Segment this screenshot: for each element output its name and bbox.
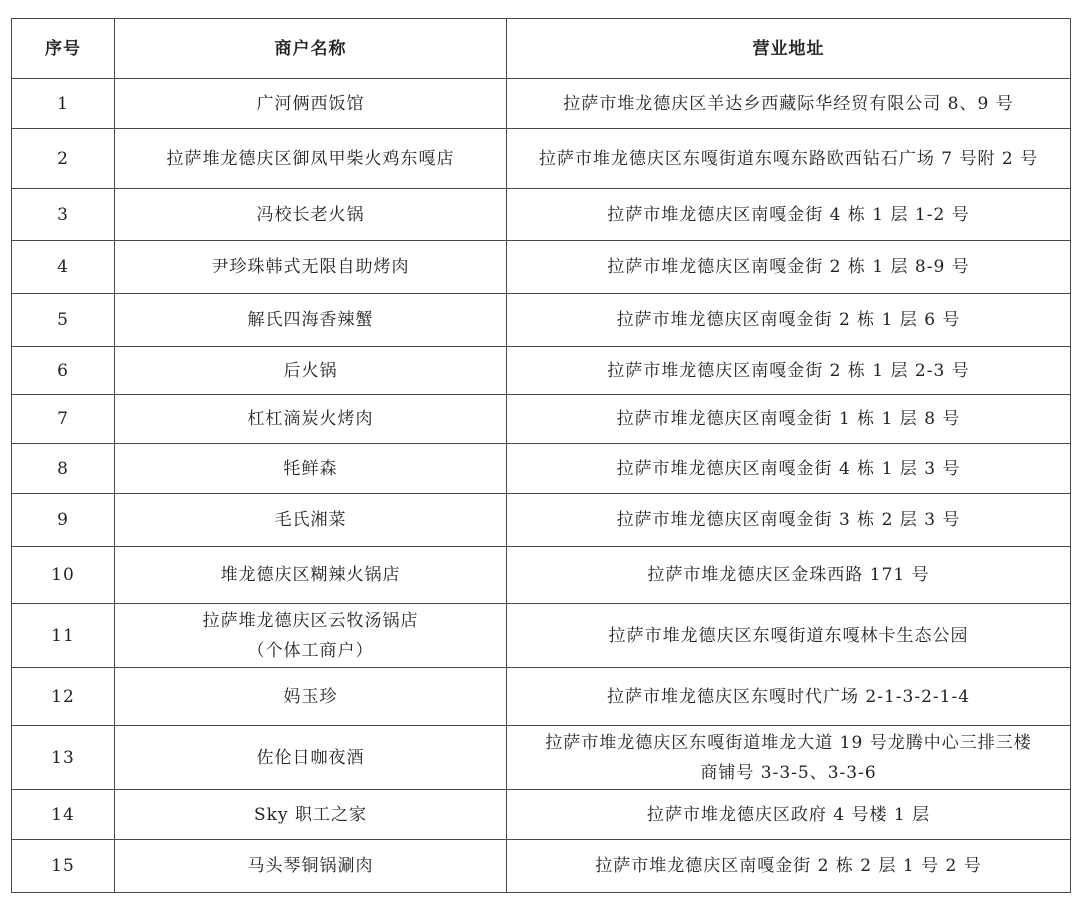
merchant-table — [11, 18, 1071, 893]
table-row — [12, 189, 1071, 241]
row-address: 拉萨市堆龙德庆区南嘎金街 4 栋 1 层 1-2 号 — [507, 189, 1071, 241]
row-no: 3 — [12, 189, 115, 241]
row-no: 6 — [12, 347, 115, 395]
row-no: 8 — [12, 444, 115, 494]
row-no: 2 — [12, 129, 115, 189]
table-row — [12, 294, 1071, 347]
table-header — [12, 19, 1071, 79]
row-address: 拉萨市堆龙德庆区南嘎金街 3 栋 2 层 3 号 — [507, 494, 1071, 547]
row-name: 拉萨堆龙德庆区御凤甲柴火鸡东嘎店 — [115, 129, 507, 189]
row-name: 马头琴铜锅涮肉 — [115, 840, 507, 893]
row-name: 妈玉珍 — [115, 668, 507, 726]
row-address: 拉萨市堆龙德庆区羊达乡西藏际华经贸有限公司 8、9 号 — [507, 79, 1071, 129]
row-name: 解氏四海香辣蟹 — [115, 294, 507, 347]
row-name: 尹珍珠韩式无限自助烤肉 — [115, 241, 507, 294]
row-no: 5 — [12, 294, 115, 347]
row-address: 拉萨市堆龙德庆区东嘎街道东嘎林卡生态公园 — [507, 604, 1071, 668]
table-row — [12, 547, 1071, 604]
table-row — [12, 241, 1071, 294]
table-row — [12, 129, 1071, 189]
table-row — [12, 494, 1071, 547]
header-address: 营业地址 — [507, 19, 1071, 79]
table-body — [12, 79, 1071, 893]
row-name: 冯校长老火锅 — [115, 189, 507, 241]
row-no: 12 — [12, 668, 115, 726]
table-row — [12, 444, 1071, 494]
row-address: 拉萨市堆龙德庆区南嘎金街 2 栋 2 层 1 号 2 号 — [507, 840, 1071, 893]
table-row — [12, 395, 1071, 444]
row-name: 拉萨堆龙德庆区云牧汤锅店 （个体工商户） — [115, 604, 507, 668]
row-no: 1 — [12, 79, 115, 129]
row-address: 拉萨市堆龙德庆区东嘎街道堆龙大道 19 号龙腾中心三排三楼 商铺号 3-3-5、3-3-6 — [507, 726, 1071, 790]
row-name: 毛氏湘菜 — [115, 494, 507, 547]
row-address: 拉萨市堆龙德庆区政府 4 号楼 1 层 — [507, 790, 1071, 840]
row-name: 堆龙德庆区糊辣火锅店 — [115, 547, 507, 604]
row-address: 拉萨市堆龙德庆区东嘎时代广场 2-1-3-2-1-4 — [507, 668, 1071, 726]
row-no: 7 — [12, 395, 115, 444]
row-address: 拉萨市堆龙德庆区东嘎街道东嘎东路欧西钻石广场 7 号附 2 号 — [507, 129, 1071, 189]
row-address: 拉萨市堆龙德庆区南嘎金街 4 栋 1 层 3 号 — [507, 444, 1071, 494]
table-row — [12, 790, 1071, 840]
row-no: 11 — [12, 604, 115, 668]
table-row — [12, 79, 1071, 129]
row-no: 15 — [12, 840, 115, 893]
row-name: 牦鲜森 — [115, 444, 507, 494]
table-row — [12, 726, 1071, 790]
row-address: 拉萨市堆龙德庆区南嘎金街 1 栋 1 层 8 号 — [507, 395, 1071, 444]
row-no: 14 — [12, 790, 115, 840]
row-no: 4 — [12, 241, 115, 294]
table-row — [12, 668, 1071, 726]
row-name: 广河俩西饭馆 — [115, 79, 507, 129]
row-address: 拉萨市堆龙德庆区南嘎金街 2 栋 1 层 8-9 号 — [507, 241, 1071, 294]
row-name: Sky 职工之家 — [115, 790, 507, 840]
row-name: 佐伦日咖夜酒 — [115, 726, 507, 790]
row-address: 拉萨市堆龙德庆区金珠西路 171 号 — [507, 547, 1071, 604]
header-name: 商户名称 — [115, 19, 507, 79]
row-address: 拉萨市堆龙德庆区南嘎金街 2 栋 1 层 2-3 号 — [507, 347, 1071, 395]
row-no: 10 — [12, 547, 115, 604]
row-address: 拉萨市堆龙德庆区南嘎金街 2 栋 1 层 6 号 — [507, 294, 1071, 347]
header-row — [12, 19, 1071, 79]
row-name: 后火锅 — [115, 347, 507, 395]
row-name: 杠杠滴炭火烤肉 — [115, 395, 507, 444]
table-row — [12, 840, 1071, 893]
row-no: 13 — [12, 726, 115, 790]
table-row — [12, 347, 1071, 395]
row-no: 9 — [12, 494, 115, 547]
header-no: 序号 — [12, 19, 115, 79]
table-row — [12, 604, 1071, 668]
